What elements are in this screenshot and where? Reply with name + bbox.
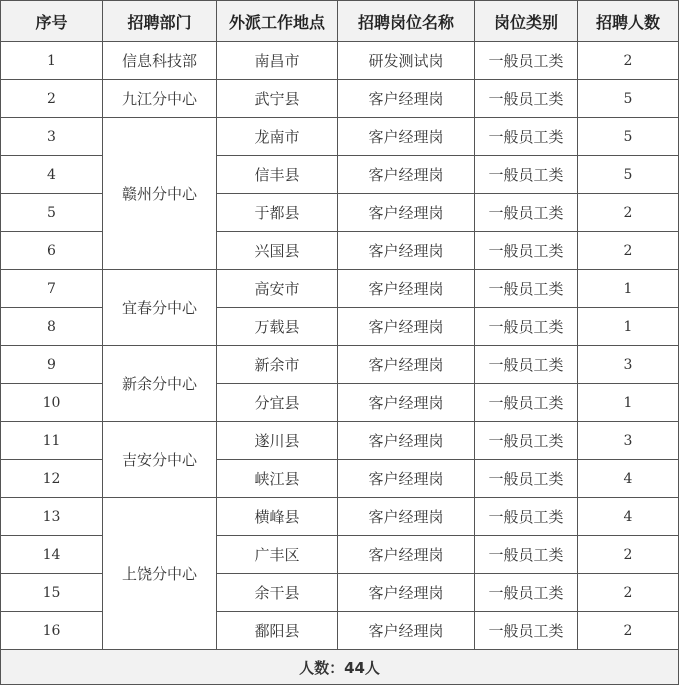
cell-position: 客户经理岗 xyxy=(338,498,475,536)
cell-count: 2 xyxy=(578,232,679,270)
cell-position: 研发测试岗 xyxy=(338,42,475,80)
cell-location: 横峰县 xyxy=(217,498,338,536)
cell-count: 2 xyxy=(578,194,679,232)
table-row xyxy=(1,574,679,612)
cell-position: 客户经理岗 xyxy=(338,118,475,156)
cell-serial: 11 xyxy=(1,422,103,460)
cell-position: 客户经理岗 xyxy=(338,384,475,422)
header-headcount: 招聘人数 xyxy=(578,1,679,42)
cell-count: 1 xyxy=(578,270,679,308)
cell-category: 一般员工类 xyxy=(475,498,578,536)
cell-location: 龙南市 xyxy=(217,118,338,156)
cell-serial: 16 xyxy=(1,612,103,650)
cell-location: 峡江县 xyxy=(217,460,338,498)
cell-count: 2 xyxy=(578,612,679,650)
cell-location: 南昌市 xyxy=(217,42,338,80)
cell-category: 一般员工类 xyxy=(475,232,578,270)
cell-department: 九江分中心 xyxy=(103,80,217,118)
cell-count: 5 xyxy=(578,118,679,156)
cell-position: 客户经理岗 xyxy=(338,270,475,308)
cell-position: 客户经理岗 xyxy=(338,460,475,498)
header-work-location: 外派工作地点 xyxy=(217,1,338,42)
table-row xyxy=(1,460,679,498)
cell-location: 高安市 xyxy=(217,270,338,308)
cell-position: 客户经理岗 xyxy=(338,536,475,574)
cell-position: 客户经理岗 xyxy=(338,346,475,384)
table-row xyxy=(1,194,679,232)
cell-category: 一般员工类 xyxy=(475,118,578,156)
table-row xyxy=(1,156,679,194)
cell-location: 万载县 xyxy=(217,308,338,346)
cell-category: 一般员工类 xyxy=(475,270,578,308)
cell-count: 2 xyxy=(578,42,679,80)
table-row xyxy=(1,118,679,156)
header-serial-number: 序号 xyxy=(1,1,103,42)
cell-department: 宜春分中心 xyxy=(103,270,217,346)
total-headcount: 人数：44人 xyxy=(1,650,679,685)
table-row xyxy=(1,612,679,650)
cell-position: 客户经理岗 xyxy=(338,612,475,650)
cell-serial: 4 xyxy=(1,156,103,194)
cell-serial: 9 xyxy=(1,346,103,384)
cell-department: 信息科技部 xyxy=(103,42,217,80)
header-position-category: 岗位类别 xyxy=(475,1,578,42)
cell-serial: 5 xyxy=(1,194,103,232)
cell-location: 于都县 xyxy=(217,194,338,232)
cell-position: 客户经理岗 xyxy=(338,194,475,232)
cell-count: 5 xyxy=(578,80,679,118)
table-row xyxy=(1,498,679,536)
cell-position: 客户经理岗 xyxy=(338,308,475,346)
cell-serial: 6 xyxy=(1,232,103,270)
cell-count: 2 xyxy=(578,574,679,612)
cell-location: 余干县 xyxy=(217,574,338,612)
cell-serial: 12 xyxy=(1,460,103,498)
table-row xyxy=(1,384,679,422)
cell-serial: 14 xyxy=(1,536,103,574)
cell-department: 吉安分中心 xyxy=(103,422,217,498)
cell-count: 3 xyxy=(578,422,679,460)
table-row xyxy=(1,80,679,118)
table-total-row xyxy=(1,650,679,685)
cell-category: 一般员工类 xyxy=(475,460,578,498)
cell-category: 一般员工类 xyxy=(475,194,578,232)
cell-serial: 7 xyxy=(1,270,103,308)
header-position-name: 招聘岗位名称 xyxy=(338,1,475,42)
cell-location: 遂川县 xyxy=(217,422,338,460)
cell-position: 客户经理岗 xyxy=(338,80,475,118)
cell-count: 1 xyxy=(578,384,679,422)
table-row xyxy=(1,346,679,384)
table-row xyxy=(1,42,679,80)
cell-serial: 1 xyxy=(1,42,103,80)
cell-count: 4 xyxy=(578,498,679,536)
cell-count: 3 xyxy=(578,346,679,384)
header-department: 招聘部门 xyxy=(103,1,217,42)
cell-position: 客户经理岗 xyxy=(338,156,475,194)
cell-location: 信丰县 xyxy=(217,156,338,194)
cell-count: 5 xyxy=(578,156,679,194)
cell-position: 客户经理岗 xyxy=(338,574,475,612)
cell-position: 客户经理岗 xyxy=(338,232,475,270)
cell-category: 一般员工类 xyxy=(475,308,578,346)
cell-serial: 13 xyxy=(1,498,103,536)
cell-serial: 8 xyxy=(1,308,103,346)
table-row xyxy=(1,308,679,346)
cell-count: 4 xyxy=(578,460,679,498)
cell-category: 一般员工类 xyxy=(475,536,578,574)
table-row xyxy=(1,536,679,574)
cell-category: 一般员工类 xyxy=(475,574,578,612)
cell-category: 一般员工类 xyxy=(475,156,578,194)
cell-category: 一般员工类 xyxy=(475,42,578,80)
cell-position: 客户经理岗 xyxy=(338,422,475,460)
cell-category: 一般员工类 xyxy=(475,80,578,118)
cell-count: 2 xyxy=(578,536,679,574)
cell-serial: 3 xyxy=(1,118,103,156)
cell-category: 一般员工类 xyxy=(475,346,578,384)
cell-location: 广丰区 xyxy=(217,536,338,574)
cell-category: 一般员工类 xyxy=(475,384,578,422)
cell-count: 1 xyxy=(578,308,679,346)
cell-department: 赣州分中心 xyxy=(103,118,217,270)
table-row xyxy=(1,232,679,270)
table-row xyxy=(1,270,679,308)
cell-location: 武宁县 xyxy=(217,80,338,118)
cell-department: 新余分中心 xyxy=(103,346,217,422)
cell-location: 鄱阳县 xyxy=(217,612,338,650)
cell-location: 分宜县 xyxy=(217,384,338,422)
cell-location: 兴国县 xyxy=(217,232,338,270)
cell-category: 一般员工类 xyxy=(475,612,578,650)
cell-serial: 2 xyxy=(1,80,103,118)
cell-category: 一般员工类 xyxy=(475,422,578,460)
table-row xyxy=(1,422,679,460)
cell-department: 上饶分中心 xyxy=(103,498,217,650)
cell-location: 新余市 xyxy=(217,346,338,384)
table-header-row xyxy=(1,1,679,42)
cell-serial: 10 xyxy=(1,384,103,422)
cell-serial: 15 xyxy=(1,574,103,612)
